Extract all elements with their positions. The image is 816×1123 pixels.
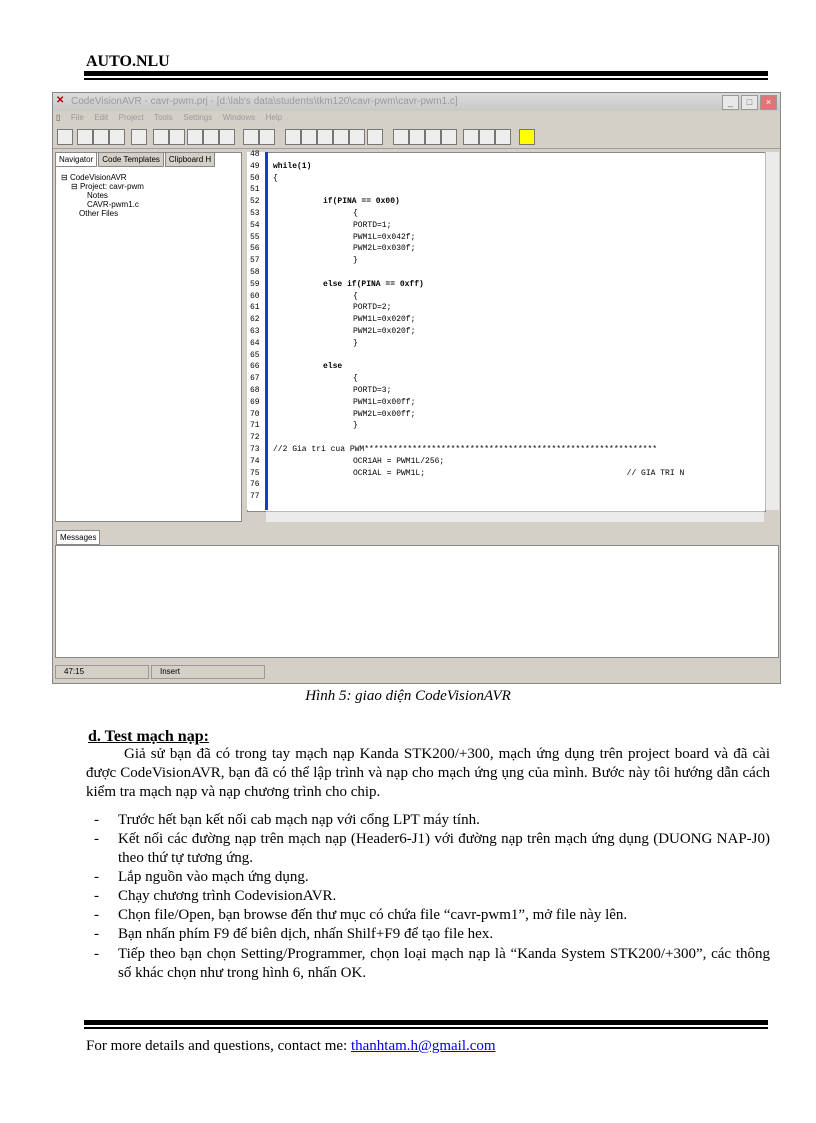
close-button[interactable]: × [760,95,777,110]
notes-icon[interactable] [441,129,457,145]
instruction-text: Lắp nguồn vào mạch ứng dụng. [118,869,309,885]
debugger-icon[interactable] [409,129,425,145]
menu-tools[interactable]: Tools [154,113,173,122]
code-line: } [353,256,358,266]
code-line: } [353,338,358,348]
header-rule [84,71,768,76]
undo-icon[interactable] [153,129,169,145]
stop-icon[interactable] [333,129,349,145]
code-line: { [353,291,358,301]
code-line: } [353,421,358,431]
document-icon: ▯ [56,113,61,122]
line-number: 51 [250,185,260,195]
window-titlebar [53,93,780,111]
tree-item-label: Project: cavr-pwm [79,182,144,191]
line-number: 64 [250,338,260,348]
footer-rule-thin [84,1027,768,1029]
vertical-scrollbar[interactable] [765,152,779,510]
code-line: else if(PINA == 0xff) [323,279,424,289]
tab-navigator[interactable]: Navigator [55,152,97,167]
find-next-icon[interactable] [259,129,275,145]
print-icon[interactable] [131,129,147,145]
instruction-text: Tiếp theo bạn chọn Setting/Programmer, chọn loại mạch nạp là “Kanda System STK200/+300”, các thông số khác chọn như trong hình 6, nhấn OK. [118,946,770,981]
instruction-item [94,887,770,906]
tree-item-source-file[interactable] [61,200,144,209]
bullet-dash: - [94,869,99,885]
instruction-item [94,811,770,830]
new-file-icon[interactable] [77,129,93,145]
code-line: OCR1AL = PWM1L; // GIA TRI N [353,468,685,478]
document-header: AUTO.NLU [86,53,170,70]
settings-icon[interactable] [393,129,409,145]
app-logo-icon: ✕ [56,95,65,106]
line-number: 75 [250,468,260,478]
code-line: while(1) [273,161,312,171]
tree-item-label: Notes [87,191,108,200]
code-line: OCR1AH = PWM1L/256; [353,456,445,466]
line-number: 56 [250,244,260,254]
code-line: PWM2L=0x00ff; [353,409,416,419]
tree-item-label: CAVR-pwm1.c [87,200,139,209]
code-line: PWM1L=0x042f; [353,232,416,242]
code-line: PWM1L=0x020f; [353,315,416,325]
instruction-text: Chọn file/Open, bạn browse đến thư mục có chứa file “cavr-pwm1”, mở file này lên. [118,907,628,923]
line-number: 77 [250,492,260,502]
project-tree [61,173,144,218]
code-line: PORTD=3; [353,386,392,395]
cursor-position: 47:15 [55,665,149,679]
paragraph-text: Giả sử bạn đã có trong tay mạch nạp Kanda STK200/+300, mạch ứng dụng trên project board và đã cài được CodeVisionAVR, bạn đã có thể lập trình và nạp cho mạch ứng ụng của mình. Bước này tôi hướng dẫn cách kiểm tra mạch nạp và nạp chương trình cho chip. [86,746,770,800]
code-line: PWM2L=0x020f; [353,327,416,336]
instruction-item [94,945,770,983]
instruction-item [94,925,770,944]
menu-file[interactable]: File [70,113,84,122]
figure-caption: Hình 5: giao diện CodeVisionAVR [305,688,511,704]
line-number: 50 [250,173,260,183]
minimize-button[interactable]: _ [722,95,739,110]
tree-item-label: Other Files [79,209,119,218]
navigator-tabs [55,152,216,167]
line-number: 76 [250,480,260,490]
compile-icon[interactable] [285,129,301,145]
instruction-item [94,906,770,925]
line-number: 69 [250,397,260,407]
line-number: 68 [250,386,260,395]
toolbar [53,126,780,149]
bullet-dash: - [94,888,99,904]
tree-item-root[interactable]: ⊟ CodeVisionAVR [61,173,127,182]
menu-edit[interactable]: Edit [94,113,109,122]
menu-help[interactable]: Help [265,113,283,122]
save-icon[interactable] [109,129,125,145]
tab-clipboard[interactable]: Clipboard H [165,152,215,167]
line-number: 71 [250,421,260,431]
bullet-dash: - [94,812,99,828]
wizard-icon[interactable] [317,129,333,145]
footer-text: For more details and questions, contact me: [86,1038,351,1054]
bullet-dash: - [94,831,99,847]
window-list-icon[interactable] [495,129,511,145]
tree-item-other-files[interactable] [61,209,144,218]
window-cascade-icon[interactable] [479,129,495,145]
line-number: 55 [250,232,260,242]
line-number: 59 [250,279,260,289]
cut-icon[interactable] [187,129,203,145]
window-tile-icon[interactable] [463,129,479,145]
tree-item-notes[interactable] [61,191,144,200]
menu-windows[interactable]: Windows [222,113,256,122]
messages-pane [55,545,779,658]
line-number: 57 [250,256,260,266]
terminal-icon[interactable] [425,129,441,145]
tree-item-label: CodeVisionAVR [69,173,127,182]
line-number: 61 [250,303,260,313]
line-number: 67 [250,374,260,384]
line-number: 58 [250,268,260,277]
line-number: 62 [250,315,260,325]
header-rule-thin [84,78,768,80]
line-number: 54 [250,220,260,230]
line-number: 70 [250,409,260,419]
messages-tab[interactable]: Messages [56,530,100,545]
edit-mode: Insert [151,665,265,679]
instruction-text: Trước hết bạn kết nối cab mạch nạp với cổng LPT máy tính. [118,812,480,828]
section-paragraph [86,745,770,802]
footer [86,1038,496,1055]
menubar [53,111,780,125]
tree-item-project[interactable]: ⊟ Project: cavr-pwm [71,182,144,191]
menu-project[interactable]: Project [118,113,144,122]
instruction-text: Bạn nhấn phím F9 để biên dịch, nhấn Shilf+F9 để tạo file hex. [118,926,494,942]
status-bar [53,663,780,681]
code-line: PWM2L=0x030f; [353,244,416,254]
bullet-dash: - [94,926,99,942]
line-number: 63 [250,327,260,336]
open-file-icon[interactable] [93,129,109,145]
horizontal-scrollbar[interactable] [266,511,764,522]
bullet-dash: - [94,946,99,962]
redo-icon[interactable] [169,129,185,145]
line-number: 48 [250,150,260,159]
instruction-item [94,830,770,868]
tree-toggle-icon[interactable] [57,129,73,145]
find-icon[interactable] [243,129,259,145]
line-number: 73 [250,445,260,454]
line-number: 66 [250,362,260,372]
menu-settings[interactable]: Settings [183,113,213,122]
instruction-item [94,868,770,887]
contact-email-link[interactable]: thanhtam.h@gmail.com [350,1038,496,1054]
line-number: 65 [250,350,260,360]
code-line: if(PINA == 0x00) [323,197,400,207]
line-number: 52 [250,197,260,207]
line-number: 53 [250,209,260,218]
section-title: d. Test mạch nạp: [88,728,209,745]
line-number: 74 [250,456,260,466]
line-number: 72 [250,433,260,443]
chip-programmer-icon[interactable] [367,129,383,145]
code-line: PORTD=2; [353,303,392,313]
code-line: PORTD=1; [353,220,392,230]
help-icon[interactable] [519,129,535,145]
make-icon[interactable] [301,129,317,145]
code-line: PWM1L=0x00ff; [353,397,416,407]
code-line: { [353,209,358,218]
instruction-text: Chạy chương trình CodevisionAVR. [118,888,337,904]
code-line: //2 Gia tri cua PWM************************************************************* [273,445,658,454]
copy-icon[interactable] [203,129,219,145]
paste-icon[interactable] [219,129,235,145]
tab-code-templates[interactable]: Code Templates [98,152,164,167]
bullet-dash: - [94,907,99,923]
code-line: { [353,374,358,384]
code-line: else [323,362,343,372]
info-icon[interactable] [349,129,365,145]
instruction-text: Kết nối các đường nạp trên mạch nạp (Header6-J1) với đường nạp trên mạch ứng dụng (DUONG NAP-J0) theo thứ tự tương ứng. [118,831,770,866]
footer-rule [84,1020,768,1025]
code-line: { [273,173,278,183]
line-number: 60 [250,291,260,301]
line-number: 49 [250,161,260,171]
window-title: CodeVisionAVR - cavr-pwm.prj - [d:\lab's data\students\tkm120\cavr-pwm\cavr-pwm1.c] [71,96,458,107]
maximize-button[interactable]: □ [741,95,758,110]
codevision-screenshot [52,92,781,684]
